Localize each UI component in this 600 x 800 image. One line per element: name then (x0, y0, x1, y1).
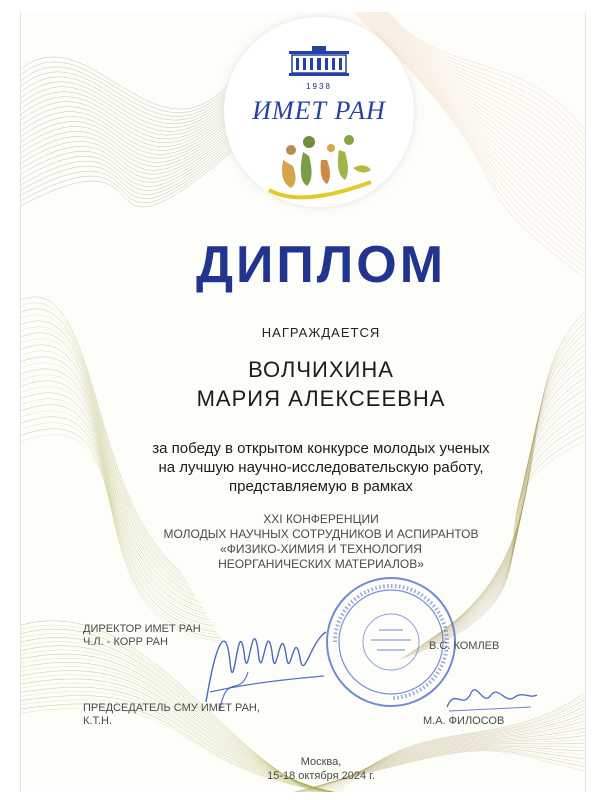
wave-line (21, 381, 206, 614)
event-dates: 15-18 октября 2024 г. (267, 770, 375, 782)
chair-title-line-2: К.Т.Н. (83, 715, 113, 727)
director-title-line-2: Ч.Л. - КОРР РАН (83, 636, 168, 648)
conference-line-3: «ФИЗИКО-ХИМИЯ И ТЕХНОЛОГИЯ (220, 542, 422, 556)
recipient-surname: ВОЛЧИХИНА (248, 357, 394, 382)
wave-line (21, 55, 255, 116)
reason-line-1: за победу в открытом конкурсе молодых ученых (152, 440, 490, 457)
recipient-name (61, 355, 581, 413)
conference-name (81, 512, 561, 572)
chair-signature (441, 677, 541, 717)
chair-title-line-1: ПРЕДСЕДАТЕЛЬ СМУ ИМЕТ РАН, (83, 702, 260, 714)
recipient-given-names: МАРИЯ АЛЕКСЕЕВНА (196, 386, 446, 411)
wave-line (21, 52, 251, 109)
place-and-date (171, 755, 471, 783)
conference-line-1: XXI КОНФЕРЕНЦИИ (263, 512, 379, 526)
reason-line-2: на лучшую научно-исследовательскую работу, (158, 459, 484, 476)
director-name: В.С. КОМЛЕВ (429, 640, 500, 652)
director-title (83, 623, 201, 649)
conference-emblem-icon (261, 130, 381, 210)
conference-line-4: НЕОРГАНИЧЕСКИХ МАТЕРИАЛОВ» (218, 557, 424, 571)
diploma-title: ДИПЛОМ (195, 236, 447, 294)
director-title-line-1: ДИРЕКТОР ИМЕТ РАН (83, 623, 201, 635)
city: Москва, (300, 756, 342, 768)
diploma-page (20, 12, 586, 792)
conference-line-2: МОЛОДЫХ НАУЧНЫХ СОТРУДНИКОВ И АСПИРАНТОВ (163, 527, 479, 541)
chair-name: М.А. ФИЛОСОВ (423, 715, 505, 727)
organization-logo-text: ИМЕТ РАН (252, 96, 386, 125)
wave-line (21, 54, 253, 113)
reason-line-3: представляемую в рамках (229, 478, 413, 495)
institute-building-icon (288, 45, 350, 79)
awarded-label: НАГРАЖДАЕТСЯ (261, 325, 381, 340)
director-signature (196, 602, 336, 722)
founding-year: 1938 (306, 82, 332, 91)
award-reason (81, 439, 561, 496)
